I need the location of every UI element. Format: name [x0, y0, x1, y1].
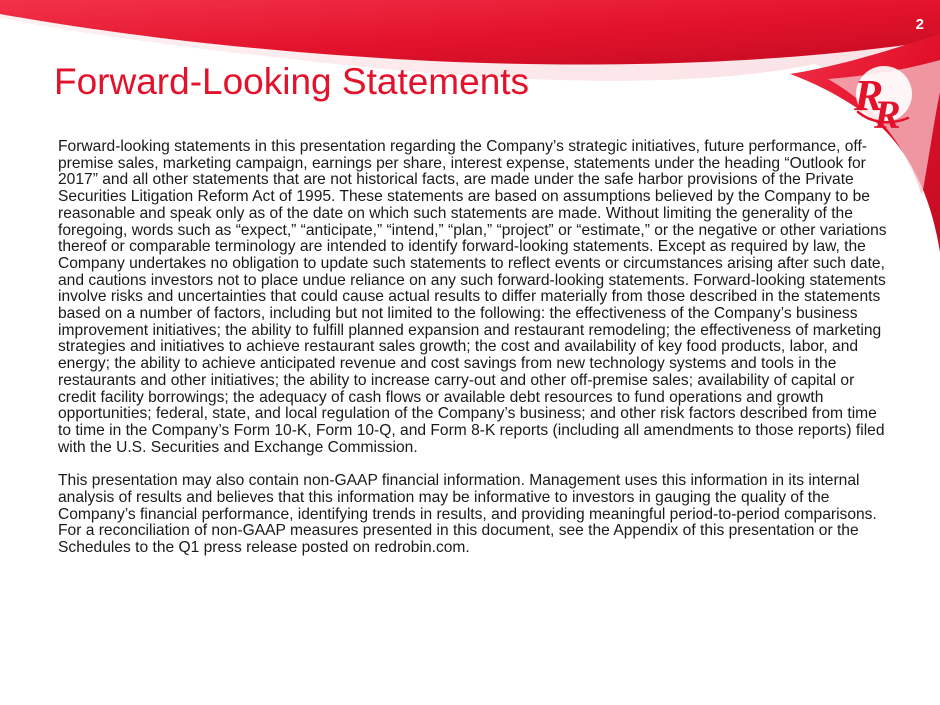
- svg-text:R: R: [854, 71, 884, 120]
- svg-text:R: R: [874, 92, 901, 137]
- page-number: 2: [915, 16, 924, 33]
- red-robin-rr-monogram-icon: [848, 56, 916, 142]
- page-title: Forward-Looking Statements: [54, 61, 530, 102]
- non-gaap-paragraph: This presentation may also contain non-GAAP financial information. Management uses this information in its internal analysis of results and believes that this information may be informative to investors in gauging the quality of the Company’s financial performance, identifying trends in results, and providing meaningful period-to-period comparisons. For a reconciliation of non-GAAP measures presented in this document, see the Appendix of this presentation or the Schedules to the Q1 press release posted on redrobin.com.: [58, 472, 877, 557]
- forward-looking-paragraph: Forward-looking statements in this presentation regarding the Company’s strategic initiatives, future performance, off-premise sales, marketing campaign, earnings per share, interest expense, statements under the heading “Outlook for 2017” and all other statements that are not historical facts, are made under the safe harbor provisions of the Private Securities Litigation Reform Act of 1995. These statements are based on assumptions believed by the Company to be reasonable and speak only as of the date on which such statements are made. Without limiting the generality of the foregoing, words such as “expect,” “anticipate,” “intend,” “plan,” “project” or “estimate,” or the negative or other variations thereof or comparable terminology are intended to identify forward-looking statements. Except as required by law, the Company undertakes no obligation to update such statements to reflect events or circumstances arising after such date, and cautions investors not to place undue reliance on any such forward-looking statements. Forward-looking statements involve risks and uncertainties that could cause actual results to differ materially from those described in the statements based on a number of factors, including but not limited to the following: the effectiveness of the Company’s business improvement initiatives; the ability to fulfill planned expansion and restaurant remodeling; the effectiveness of marketing strategies and initiatives to achieve restaurant sales growth; the cost and availability of key food products, labor, and energy; the ability to achieve anticipated revenue and cost savings from new technology systems and tools in the restaurants and other initiatives; the ability to increase carry-out and other off-premise sales; availability of capital or credit facility borrowings; the adequacy of cash flows or available debt resources to fund operations and growth opportunities; federal, state, and local regulation of the Company’s business; and other risk factors described from time to time in the Company’s Form 10-K, Form 10-Q, and Form 8-K reports (including all amendments to those reports) filed with the U.S. Securities and Exchange Commission.: [58, 138, 887, 456]
- body-text: [58, 139, 888, 557]
